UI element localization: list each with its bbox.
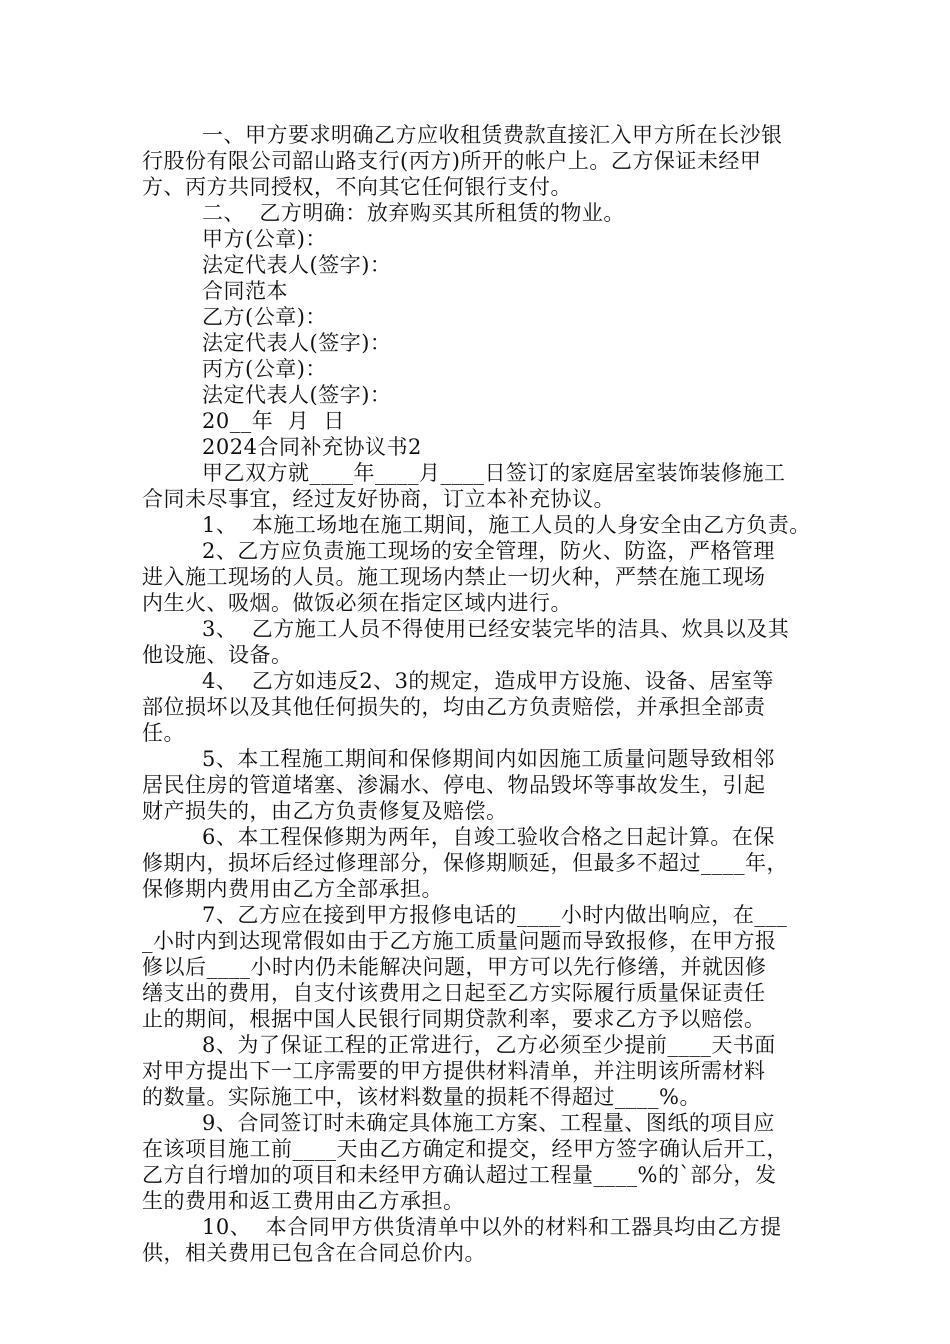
text-line: 方、丙方共同授权，不向其它任何银行支付。 <box>142 175 572 199</box>
text-line: 10、 本合同甲方供货清单中以外的材料和工器具均由乙方提 <box>202 1215 782 1239</box>
text-line: 他设施、设备。 <box>142 643 293 667</box>
text-line: 合同未尽事宜，经过友好协商，订立本补充协议。 <box>142 487 615 511</box>
text-line: 止的期间，根据中国人民银行同期贷款利率，要求乙方予以赔偿。 <box>142 1007 766 1031</box>
text-line: 居民住房的管道堵塞、渗漏水、停电、物品毁坏等事故发生，引起 <box>142 773 766 797</box>
text-line: 在该项目施工前____天由乙方确定和提交，经甲方签字确认后开工， <box>142 1137 788 1161</box>
text-line: 5、本工程施工期间和保修期间内如因施工质量问题导致相邻 <box>202 747 775 771</box>
text-line: 部位损坏以及其他任何损失的，均由乙方负责赔偿，并承担全部责 <box>142 695 766 719</box>
text-line: 乙方自行增加的项目和未经甲方确认超过工程量____%的`部分，发 <box>142 1163 777 1187</box>
text-line: 修期内，损坏后经过修理部分，保修期顺延，但最多不超过____年， <box>142 851 788 875</box>
text-line: 任。 <box>142 721 185 745</box>
text-line: 乙方(公章)： <box>202 305 327 329</box>
text-line: 进入施工现场的人员。施工现场内禁止一切火种，严禁在施工现场 <box>142 565 766 589</box>
text-line: 保修期内费用由乙方全部承担。 <box>142 877 443 901</box>
text-line: 3、 乙方施工人员不得使用已经安装完毕的洁具、炊具以及其 <box>202 617 790 641</box>
text-line: 内生火、吸烟。做饭必须在指定区域内进行。 <box>142 591 572 615</box>
text-line: 法定代表人(签字)： <box>202 383 392 407</box>
text-line: 修以后____小时内仍未能解决问题，甲方可以先行修缮，并就因修 <box>142 955 767 979</box>
text-line: 供，相关费用已包含在合同总价内。 <box>142 1241 486 1265</box>
text-line: 4、 乙方如违反2、3的规定，造成甲方设施、设备、居室等 <box>202 669 774 693</box>
text-line: 二、 乙方明确：放弃购买其所租赁的物业。 <box>202 201 625 225</box>
text-line: 甲乙双方就____年____月____日签订的家庭居室装饰装修施工 <box>202 461 786 485</box>
text-line: 生的费用和返工费用由乙方承担。 <box>142 1189 465 1213</box>
text-line: 行股份有限公司韶山路支行(丙方)所开的帐户上。乙方保证未经甲 <box>142 149 762 173</box>
text-line: 缮支出的费用，自支付该费用之日起至乙方实际履行质量保证责任 <box>142 981 766 1005</box>
text-line: _小时内到达现常假如由于乙方施工质量问题而导致报修，在甲方报 <box>142 929 777 953</box>
text-line: 2、乙方应负责施工现场的安全管理，防火、防盗，严格管理 <box>202 539 775 563</box>
text-line: 财产损失的，由乙方负责修复及赔偿。 <box>142 799 508 823</box>
text-line: 9、合同签订时未确定具体施工方案、工程量、图纸的项目应 <box>202 1111 775 1135</box>
text-line: 一、甲方要求明确乙方应收租赁费款直接汇入甲方所在长沙银 <box>202 123 783 147</box>
text-line: 20__年 月 日 <box>202 409 345 433</box>
text-line: 6、本工程保修期为两年，自竣工验收合格之日起计算。在保 <box>202 825 775 849</box>
text-line: 1、 本施工场地在施工期间，施工人员的人身安全由乙方负责。 <box>202 513 811 537</box>
text-line: 甲方(公章)： <box>202 227 327 251</box>
text-line: 合同范本 <box>202 279 288 303</box>
text-line: 丙方(公章)： <box>202 357 327 381</box>
text-line: 8、为了保证工程的正常进行，乙方必须至少提前____天书面 <box>202 1033 776 1057</box>
text-line: 法定代表人(签字)： <box>202 331 392 355</box>
text-line: 法定代表人(签字)： <box>202 253 392 277</box>
text-line: 的数量。实际施工中，该材料数量的损耗不得超过____%。 <box>142 1085 701 1109</box>
text-line: 2024合同补充协议书2 <box>202 435 422 459</box>
text-line: 对甲方提出下一工序需要的甲方提供材料清单，并注明该所需材料 <box>142 1059 766 1083</box>
text-line: 7、乙方应在接到甲方报修电话的____小时内做出响应，在___ <box>202 903 788 927</box>
